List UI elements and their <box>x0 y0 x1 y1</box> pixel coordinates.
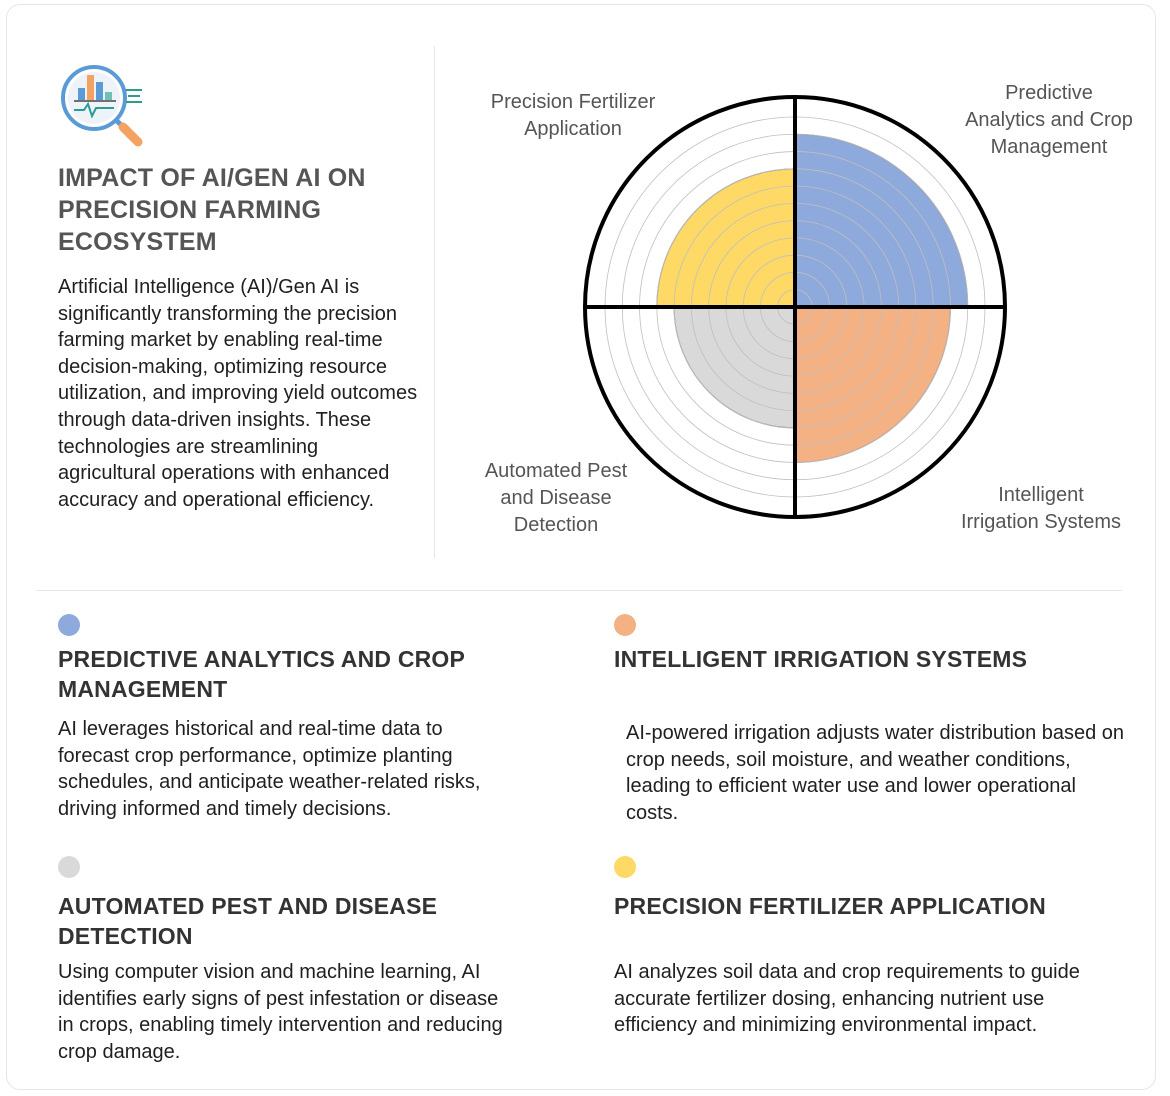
chart-label-pest <box>460 458 652 539</box>
chart-label-line: Irrigation Systems <box>960 511 1122 533</box>
chart-label-line: Intelligent <box>998 484 1084 506</box>
title-line: ECOSYSTEM <box>58 228 217 256</box>
wedge-pest <box>674 307 795 428</box>
section-title-irrigation <box>614 644 1114 674</box>
chart-label-line: Detection <box>513 514 599 536</box>
section-title-line: PRECISION FERTILIZER APPLICATION <box>614 893 1046 919</box>
magnifier-chart-icon <box>56 62 148 148</box>
legend-dot-predictive <box>58 614 80 636</box>
chart-label-line: and Disease <box>500 487 612 509</box>
vertical-divider <box>434 46 435 558</box>
chart-label-predictive <box>944 80 1154 161</box>
wedge-irrigation <box>795 307 950 462</box>
chart-label-irrigation <box>940 482 1142 536</box>
legend-dot-fertilizer <box>614 856 636 878</box>
title-line: IMPACT OF AI/GEN AI ON <box>58 164 366 192</box>
section-title-line: MANAGEMENT <box>58 676 228 702</box>
chart-label-line: Analytics and Crop <box>965 109 1133 131</box>
section-title-pest <box>58 891 538 951</box>
section-title-line: INTELLIGENT IRRIGATION SYSTEMS <box>614 646 1028 672</box>
chart-label-line: Management <box>990 136 1108 158</box>
section-desc-predictive: AI leverages historical and real-time data to forecast crop performance, optimize planting schedules, and anticipate weather-related risks, driving informed and timely decisions. <box>58 718 481 820</box>
section-title-line: PREDICTIVE ANALYTICS AND CROP <box>58 646 466 672</box>
chart-label-line: Application <box>524 118 622 140</box>
section-desc-pest: Using computer vision and machine learning, AI identifies early signs of pest infestation or disease in crops, enabling timely intervention and reducing crop damage. <box>58 961 503 1063</box>
chart-label-line: Precision Fertilizer <box>490 91 656 113</box>
section-title-fertilizer <box>614 891 1114 921</box>
section-title-line: DETECTION <box>58 923 193 949</box>
horizontal-divider <box>36 590 1122 591</box>
section-title-line: AUTOMATED PEST AND DISEASE <box>58 893 438 919</box>
intro-paragraph: Artificial Intelligence (AI)/Gen AI is significantly transforming the precision farming market by enabling real-time decision-making, optimizing resource utilization, and improving yield outcomes through data-driven insights. These technologies are streamlining agricultural operations with enhanced accuracy and operational efficiency. <box>58 276 418 511</box>
section-desc-fertilizer: AI analyzes soil data and crop requirements to guide accurate fertilizer dosing, enhancing nutrient use efficiency and minimizing environmental impact. <box>614 961 1080 1037</box>
wedge-predictive <box>795 134 968 307</box>
legend-dot-pest <box>58 856 80 878</box>
section-title-predictive <box>58 644 538 704</box>
section-desc-irrigation: AI-powered irrigation adjusts water distribution based on crop needs, soil moisture, and weather conditions, leading to efficient water use and lower operational costs. <box>626 722 1125 824</box>
title-line: PRECISION FARMING <box>58 196 322 224</box>
chart-label-line: Automated Pest <box>484 460 628 482</box>
chart-label-line: Predictive <box>1005 82 1093 104</box>
wedge-fertilizer <box>657 169 795 307</box>
chart-label-fertilizer <box>468 89 678 143</box>
legend-dot-irrigation <box>614 614 636 636</box>
page-title <box>58 162 418 258</box>
